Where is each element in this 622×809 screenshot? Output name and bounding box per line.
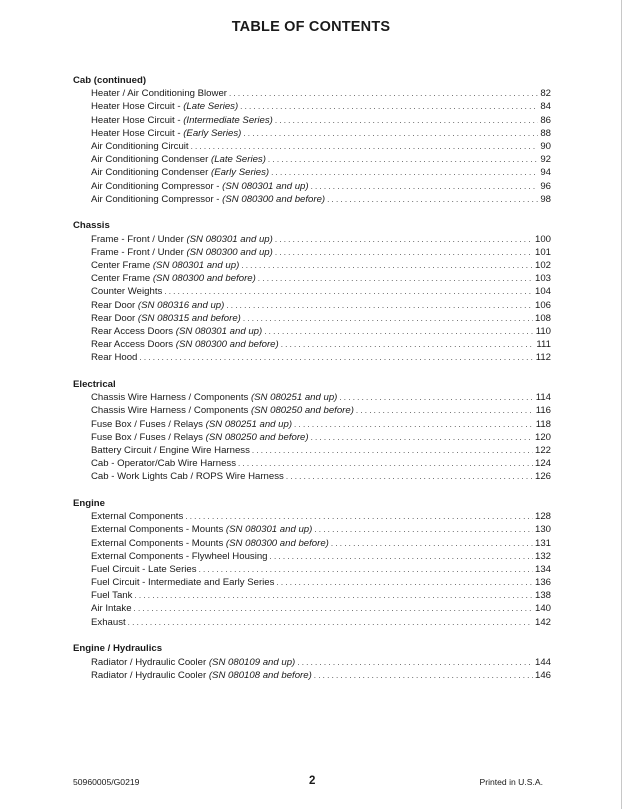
entry-text: Radiator / Hydraulic Cooler	[91, 669, 209, 681]
entry-page-number: 103	[534, 273, 551, 285]
document-number: 50960005/G0219	[73, 777, 140, 787]
entry-page-number: 122	[534, 444, 551, 456]
dot-leader	[243, 312, 533, 325]
entry-title	[91, 444, 250, 457]
toc-entry[interactable]	[73, 431, 551, 444]
dot-leader	[264, 325, 534, 338]
entry-page-number: 118	[535, 418, 551, 430]
toc-entry[interactable]	[73, 140, 551, 153]
entry-title	[91, 299, 224, 312]
toc-entry[interactable]	[73, 602, 551, 615]
dot-leader	[311, 431, 533, 444]
entry-page-number: 132	[534, 550, 551, 562]
entry-text: Center Frame	[91, 259, 153, 271]
entry-page-number: 136	[534, 577, 551, 589]
dot-leader	[270, 550, 533, 563]
entry-title	[91, 285, 162, 298]
dot-leader	[240, 100, 538, 113]
dot-leader	[134, 589, 533, 602]
toc-entry[interactable]	[73, 100, 551, 113]
toc-section	[73, 497, 551, 629]
entry-page-number: 116	[535, 405, 551, 417]
entry-text: External Components	[91, 511, 184, 523]
entry-title	[91, 233, 273, 246]
dot-leader	[139, 351, 533, 364]
dot-leader	[275, 233, 533, 246]
entry-serial-note: (Late Series)	[211, 154, 266, 166]
dot-leader	[191, 140, 539, 153]
toc-entry[interactable]	[73, 338, 551, 351]
dot-leader	[327, 193, 538, 206]
entry-serial-note: (SN 080108 and before)	[208, 669, 312, 681]
page-title: TABLE OF CONTENTS	[231, 19, 391, 35]
entry-page-number: 126	[534, 471, 551, 483]
table-of-contents	[73, 74, 551, 695]
entry-text: Fuel Circuit - Late Series	[91, 563, 197, 575]
toc-entry[interactable]	[73, 550, 551, 563]
entry-title	[91, 537, 329, 550]
dot-leader	[185, 510, 533, 523]
entry-title	[91, 87, 227, 100]
entry-page-number: 146	[534, 669, 551, 681]
toc-entry[interactable]	[73, 193, 551, 206]
dot-leader	[226, 299, 533, 312]
dot-leader	[243, 127, 538, 140]
toc-entry[interactable]	[73, 457, 551, 470]
dot-leader	[339, 391, 533, 404]
toc-entry[interactable]	[73, 523, 551, 536]
dot-leader	[356, 404, 534, 417]
page-footer	[73, 775, 543, 789]
entry-serial-note: (SN 080300 and before)	[222, 193, 326, 205]
entry-serial-note: (SN 080109 and up)	[208, 656, 296, 668]
toc-entry[interactable]	[73, 589, 551, 602]
toc-entry[interactable]	[73, 299, 551, 312]
entry-page-number: 82	[540, 88, 551, 100]
toc-entry[interactable]	[73, 656, 551, 669]
toc-entry[interactable]	[73, 114, 551, 127]
section-heading: Cab (continued)	[73, 75, 147, 86]
entry-page-number: 94	[540, 167, 551, 179]
entry-page-number: 134	[534, 563, 551, 575]
entry-page-number: 138	[534, 590, 551, 602]
dot-leader	[294, 418, 534, 431]
entry-text: Air Conditioning Circuit	[91, 140, 189, 152]
toc-section	[73, 378, 551, 484]
entry-serial-note: (SN 080300 and up)	[186, 246, 273, 258]
entry-page-number: 111	[536, 339, 551, 351]
entry-serial-note: (SN 080316 and up)	[137, 299, 225, 311]
entry-title	[91, 576, 274, 589]
dot-leader	[281, 338, 535, 351]
toc-entry[interactable]	[73, 391, 551, 404]
entry-title	[91, 259, 239, 272]
entry-page-number: 104	[534, 286, 551, 298]
entry-text: Center Frame	[91, 273, 153, 285]
entry-title	[91, 589, 132, 602]
entry-page-number: 88	[540, 127, 551, 139]
entry-title	[91, 193, 325, 206]
entry-title	[91, 616, 126, 629]
entry-text: Fuse Box / Fuses / Relays	[91, 418, 206, 430]
entry-title	[91, 391, 337, 404]
toc-entry[interactable]	[73, 312, 551, 325]
entry-serial-note: (SN 080301 and up)	[152, 259, 240, 271]
entry-title	[91, 550, 268, 563]
dot-leader	[164, 285, 533, 298]
entry-title	[91, 669, 312, 682]
entry-serial-note: (Intermediate Series)	[183, 114, 273, 126]
section-heading: Electrical	[73, 378, 116, 390]
dot-leader	[275, 246, 533, 259]
toc-section	[73, 219, 551, 364]
section-heading: Engine	[73, 497, 105, 509]
entry-title	[91, 246, 273, 259]
toc-entry[interactable]	[73, 166, 551, 179]
entry-title	[91, 431, 309, 444]
entry-text: Cab - Operator/Cab Wire Harness	[91, 458, 237, 470]
entry-text: Air Conditioning Compressor -	[91, 193, 223, 205]
dot-leader	[276, 576, 533, 589]
toc-entry[interactable]	[73, 246, 551, 259]
entry-page-number: 140	[534, 603, 551, 615]
entry-text: Heater Hose Circuit -	[91, 101, 184, 113]
entry-page-number: 106	[534, 299, 551, 311]
entry-text: Exhaust	[91, 616, 126, 628]
dot-leader	[275, 114, 539, 127]
toc-entry[interactable]	[73, 616, 551, 629]
toc-entry[interactable]	[73, 510, 551, 523]
entry-page-number: 112	[535, 352, 551, 364]
entry-title	[91, 418, 292, 431]
entry-text: Air Conditioning Condenser	[91, 154, 211, 166]
entry-page-number: 110	[535, 325, 551, 337]
entry-page-number: 101	[534, 246, 551, 258]
entry-title	[91, 656, 295, 669]
dot-leader	[241, 259, 533, 272]
toc-entry[interactable]	[73, 87, 551, 100]
entry-page-number: 120	[534, 431, 551, 443]
entry-serial-note: (SN 080300 and before)	[225, 537, 329, 549]
entry-title	[91, 153, 266, 166]
entry-text: Counter Weights	[91, 286, 163, 298]
entry-page-number: 86	[540, 114, 551, 126]
entry-title	[91, 100, 238, 113]
entry-title	[91, 510, 183, 523]
entry-title	[91, 272, 256, 285]
entry-text: Fuse Box / Fuses / Relays	[91, 431, 206, 443]
entry-page-number: 90	[540, 140, 551, 152]
entry-text: Air Intake	[91, 603, 132, 615]
entry-text: Battery Circuit / Engine Wire Harness	[91, 444, 250, 456]
entry-page-number: 108	[534, 312, 551, 324]
entry-page-number: 100	[534, 233, 551, 245]
toc-section	[73, 74, 551, 206]
entry-page-number: 124	[534, 458, 551, 470]
entry-text: Frame - Front / Under	[91, 246, 187, 258]
toc-entry[interactable]	[73, 153, 551, 166]
entry-page-number: 92	[540, 154, 551, 166]
toc-entry[interactable]	[73, 470, 551, 483]
entry-text: Frame - Front / Under	[91, 233, 187, 245]
entry-title	[91, 180, 309, 193]
dot-leader	[229, 87, 538, 100]
toc-entry[interactable]	[73, 272, 551, 285]
dot-leader	[134, 602, 533, 615]
toc-entry[interactable]	[73, 259, 551, 272]
entry-text: Heater Hose Circuit -	[91, 114, 184, 126]
entry-serial-note: (SN 080301 and up)	[225, 524, 313, 536]
entry-title	[91, 338, 279, 351]
dot-leader	[297, 656, 533, 669]
entry-serial-note: (SN 080300 and before)	[152, 273, 256, 285]
toc-entry[interactable]	[73, 444, 551, 457]
entry-text: External Components - Flywheel Housing	[91, 550, 268, 562]
entry-page-number: 130	[534, 524, 551, 536]
entry-text: Heater Hose Circuit -	[91, 127, 184, 139]
entry-title	[91, 602, 132, 615]
toc-entry[interactable]	[73, 325, 551, 338]
dot-leader	[314, 523, 533, 536]
entry-text: Fuel Tank	[91, 590, 133, 602]
entry-text: Fuel Circuit - Intermediate and Early Series	[91, 577, 275, 589]
entry-serial-note: (Early Series)	[183, 127, 242, 139]
entry-text: External Components - Mounts	[91, 537, 226, 549]
entry-serial-note: (SN 080301 and up)	[186, 233, 273, 245]
entry-text: Rear Door	[91, 299, 138, 311]
entry-title	[91, 325, 262, 338]
dot-leader	[314, 669, 533, 682]
entry-text: External Components - Mounts	[91, 524, 226, 536]
entry-serial-note: (SN 080300 and before)	[175, 339, 279, 351]
entry-text: Radiator / Hydraulic Cooler	[91, 656, 209, 668]
entry-title	[91, 114, 273, 127]
toc-entry[interactable]	[73, 180, 551, 193]
entry-title	[91, 166, 269, 179]
toc-section	[73, 642, 551, 682]
dot-leader	[128, 616, 533, 629]
entry-serial-note: (SN 080251 and up)	[205, 418, 293, 430]
toc-entry[interactable]	[73, 285, 551, 298]
entry-text: Chassis Wire Harness / Components	[91, 405, 251, 417]
toc-entry[interactable]	[73, 127, 551, 140]
dot-leader	[258, 272, 533, 285]
entry-title	[91, 563, 197, 576]
toc-entry[interactable]	[73, 351, 551, 364]
entry-text: Heater / Air Conditioning Blower	[91, 88, 227, 100]
entry-title	[91, 457, 236, 470]
entry-title	[91, 140, 189, 153]
section-heading: Engine / Hydraulics	[73, 643, 163, 655]
entry-serial-note: (SN 080315 and before)	[137, 312, 241, 324]
entry-text: Air Conditioning Compressor -	[91, 180, 223, 192]
dot-leader	[252, 444, 533, 457]
entry-title	[91, 127, 241, 140]
dot-leader	[311, 180, 539, 193]
entry-page-number: 102	[534, 259, 551, 271]
entry-page-number: 84	[540, 101, 551, 113]
page-number: 2	[309, 775, 316, 787]
toc-entry[interactable]	[73, 563, 551, 576]
entry-serial-note: (SN 080301 and up)	[222, 180, 309, 192]
entry-serial-note: (SN 080250 and before)	[205, 431, 309, 443]
dot-leader	[238, 457, 533, 470]
entry-text: Chassis Wire Harness / Components	[91, 392, 251, 404]
entry-title	[91, 523, 312, 536]
entry-page-number: 114	[535, 392, 551, 404]
toc-entry[interactable]	[73, 418, 551, 431]
entry-page-number: 98	[540, 193, 551, 205]
entry-text: Cab - Work Lights Cab / ROPS Wire Harness	[91, 471, 284, 483]
toc-entry[interactable]	[73, 404, 551, 417]
entry-text: Air Conditioning Condenser	[91, 167, 211, 179]
entry-page-number: 131	[534, 537, 551, 549]
entry-text: Rear Access Doors	[91, 339, 176, 351]
entry-title	[91, 312, 241, 325]
entry-text: Rear Hood	[91, 352, 138, 364]
entry-page-number: 142	[534, 616, 551, 628]
entry-text: Rear Access Doors	[91, 325, 176, 337]
toc-entry[interactable]	[73, 537, 551, 550]
entry-title	[91, 470, 284, 483]
entry-text: Rear Door	[91, 312, 138, 324]
dot-leader	[199, 563, 533, 576]
toc-entry[interactable]	[73, 669, 551, 682]
printed-location: Printed in U.S.A.	[479, 777, 543, 787]
entry-serial-note: (SN 080251 and up)	[250, 392, 338, 404]
entry-title	[91, 351, 137, 364]
entry-page-number: 128	[534, 511, 551, 523]
entry-serial-note: (SN 080301 and up)	[175, 325, 263, 337]
dot-leader	[331, 537, 533, 550]
toc-entry[interactable]	[73, 576, 551, 589]
dot-leader	[286, 470, 533, 483]
toc-entry[interactable]	[73, 233, 551, 246]
entry-serial-note: (Early Series)	[211, 167, 270, 179]
entry-page-number: 96	[540, 180, 551, 192]
entry-title	[91, 404, 354, 417]
dot-leader	[271, 166, 538, 179]
section-heading: Chassis	[73, 220, 110, 232]
entry-serial-note: (Late Series)	[183, 101, 239, 113]
entry-serial-note: (SN 080250 and before)	[250, 405, 354, 417]
dot-leader	[268, 153, 538, 166]
entry-page-number: 144	[534, 656, 551, 668]
